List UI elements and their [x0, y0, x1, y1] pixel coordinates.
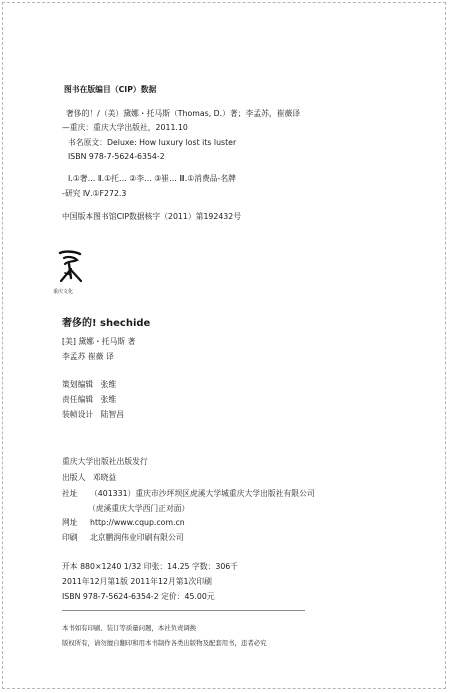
website-label: 网址: [62, 518, 78, 527]
cip-line-4: ISBN 978-7-5624-6354-2: [68, 152, 165, 161]
editor-row: [62, 411, 124, 419]
cip-line-7: 中国版本图书馆CIP数据核字（2011）第192432号: [62, 212, 242, 221]
editor-name: 张维: [100, 395, 117, 404]
book-translators: 李孟苏 崔薇 译: [62, 352, 114, 361]
editor-role: 装帧设计: [62, 410, 94, 419]
publisher-address: [62, 490, 315, 498]
editor-row: [62, 381, 116, 389]
cip-line-3: 书名原文：Deluxe: How luxury lost its luster: [68, 138, 237, 147]
cip-heading: 图书在版编目（CIP）数据: [64, 85, 157, 94]
publisher-line: 重庆大学出版社出版发行: [62, 457, 148, 466]
cip-line-2: —重庆：重庆大学出版社，2011.10: [62, 123, 188, 132]
book-series-logo-icon: [55, 248, 87, 292]
footer-note-2: 版权所有，请勿擅自翻印和用本书制作各类出版物及配套用书，违者必究: [62, 639, 267, 647]
address-label: 社址: [62, 489, 78, 498]
spec-format: 开本 880×1240 1/32 印张：14.25 字数：306千: [62, 562, 239, 571]
logo-caption: 重庆文化: [53, 289, 74, 295]
editor-name: 张维: [100, 380, 117, 389]
cip-line-1: 奢侈的！/（美）黛娜・托马斯（Thomas, D.）著；李孟苏，崔薇译: [66, 109, 301, 118]
publisher-person-label: 出版人: [62, 473, 86, 482]
footer-note-1: 本书如有印刷、装订等质量问题，本社负责调换: [62, 624, 197, 632]
book-author: [美] 黛娜・托马斯 著: [62, 337, 136, 346]
spec-isbn-price: ISBN 978-7-5624-6354-2 定价：45.00元: [62, 592, 215, 601]
spec-edition: 2011年12月第1版 2011年12月第1次印刷: [62, 577, 212, 586]
publisher-address-2: （虎溪重庆大学西门正对面）: [88, 504, 190, 513]
printer-label: 印刷: [62, 533, 78, 542]
editor-name: 陆智昌: [100, 410, 125, 419]
footer-divider: [62, 610, 305, 611]
publisher-person: [62, 474, 116, 482]
editor-row: [62, 396, 116, 404]
editor-role: 责任编辑: [62, 395, 94, 404]
publisher-person-value: 邓晓益: [92, 473, 117, 482]
address-value: （401331）重庆市沙坪坝区虎溪大学城重庆大学出版社有限公司: [90, 489, 315, 498]
publisher-printer: [62, 534, 184, 542]
publisher-website: [62, 519, 185, 527]
book-title: 奢侈的! shechide: [62, 318, 151, 329]
editor-role: 策划编辑: [62, 380, 94, 389]
cip-line-5: Ⅰ.①奢… Ⅱ.①托… ②李… ③崔… Ⅲ.①消费品-名牌: [68, 174, 236, 183]
website-value: http://www.cqup.com.cn: [90, 518, 185, 527]
cip-line-6: -研究 Ⅳ.①F272.3: [62, 189, 127, 198]
printer-value: 北京鹏润伟业印刷有限公司: [90, 533, 184, 542]
